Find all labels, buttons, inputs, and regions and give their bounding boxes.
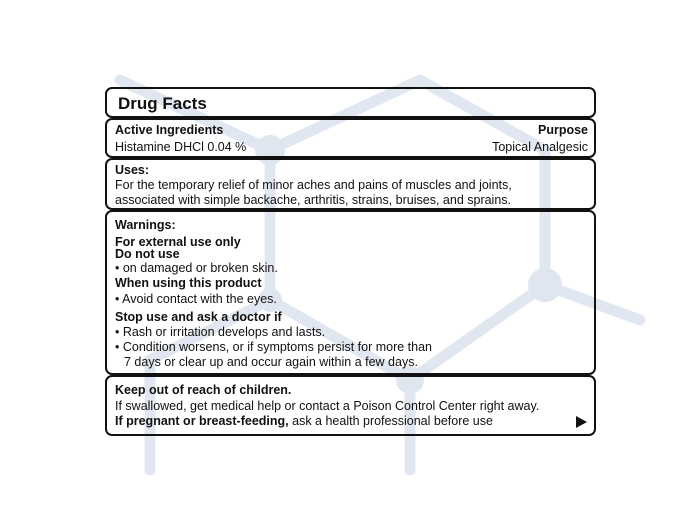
pregnant-rest-text: ask a health professional before use: [288, 414, 493, 428]
list-item: • Rash or irritation develops and lasts.: [115, 325, 326, 339]
uses-line-1: For the temporary relief of minor aches and pains of muscles and joints,: [115, 178, 512, 192]
list-item: • on damaged or broken skin.: [115, 261, 278, 275]
stop-use-item-1: Rash or irritation develops and lasts.: [122, 325, 326, 339]
stop-use-item-2-line-2: 7 days or clear up and occur again within a few days.: [124, 355, 418, 369]
keep-out-section: [105, 375, 596, 436]
keep-out-heading: Keep out of reach of children.: [115, 383, 292, 397]
when-using-heading: When using this product: [115, 276, 262, 290]
stop-use-heading: Stop use and ask a doctor if: [115, 310, 282, 324]
play-arrow-icon[interactable]: [576, 416, 587, 428]
swallowed-text: If swallowed, get medical help or contact a Poison Control Center right away.: [115, 399, 540, 413]
uses-section: [105, 158, 596, 210]
page-title: Drug Facts: [118, 94, 207, 113]
active-ingredients-heading: Active Ingredients: [115, 123, 224, 137]
stop-use-item-2-line-1: Condition worsens, or if symptoms persist for more than: [122, 340, 433, 354]
external-use-text: For external use only: [115, 235, 241, 249]
warnings-section: [105, 210, 596, 375]
active-ingredient-value: Histamine DHCl 0.04 %: [115, 140, 247, 154]
drug-facts-header: [105, 87, 596, 118]
uses-heading: Uses:: [115, 163, 150, 177]
purpose-value: Topical Analgesic: [492, 140, 588, 154]
list-item: • Avoid contact with the eyes.: [115, 292, 277, 306]
active-ingredients-section: [105, 118, 596, 158]
do-not-use-item: on damaged or broken skin.: [122, 261, 278, 275]
purpose-heading: Purpose: [537, 123, 588, 137]
warnings-heading: Warnings:: [115, 218, 176, 232]
pregnant-bold-text: If pregnant or breast-feeding,: [115, 414, 289, 428]
uses-text: [115, 178, 585, 208]
when-using-item: Avoid contact with the eyes.: [122, 292, 277, 306]
pregnant-text: [115, 414, 493, 428]
do-not-use-heading: Do not use: [115, 247, 180, 261]
list-item: • Condition worsens, or if symptoms persist for more than: [115, 340, 433, 354]
uses-line-2: associated with simple backache, arthritis, strains, bruises, and sprains.: [115, 193, 512, 207]
